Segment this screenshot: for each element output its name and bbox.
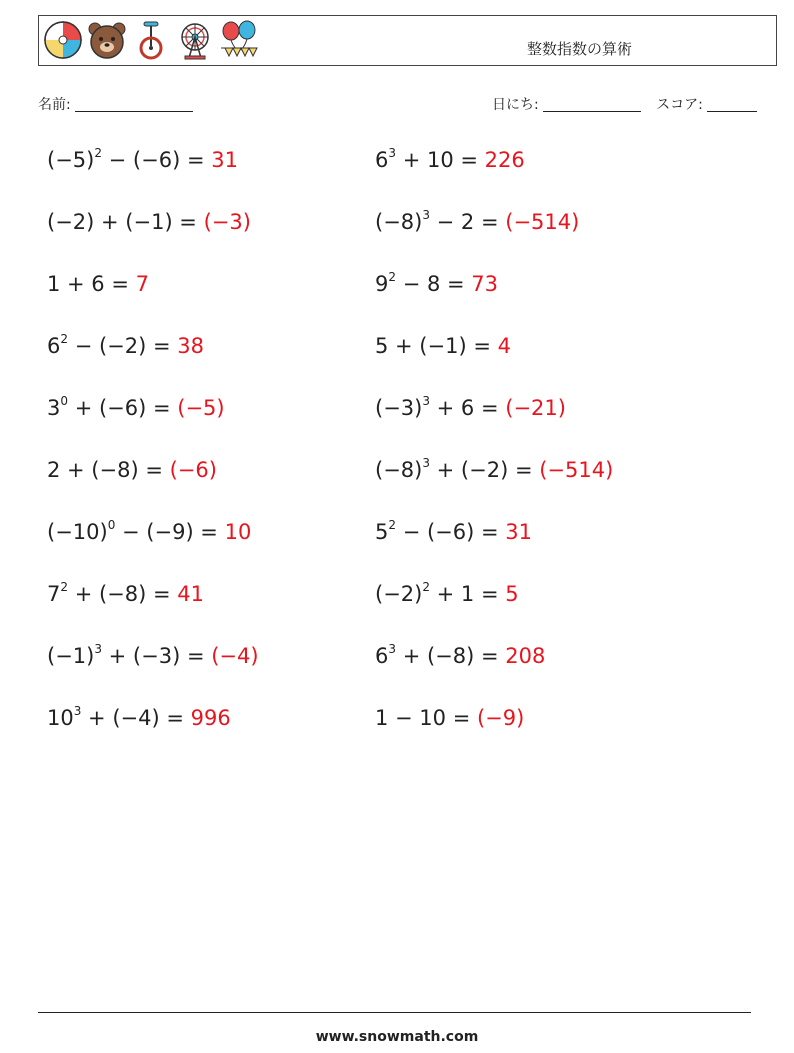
problem-base: 1 − 10 =: [375, 706, 477, 730]
problem-base: (−8): [375, 458, 423, 482]
problem-answer: 41: [177, 582, 204, 606]
date-label: 日にち:: [492, 97, 539, 113]
problem-exponent: 2: [60, 580, 69, 594]
date-score-fields: [492, 94, 757, 114]
problem-item: [47, 582, 204, 606]
problem-rest: − (−9) =: [115, 520, 225, 544]
problem-rest: + (−4) =: [81, 706, 191, 730]
problem-answer: 73: [471, 272, 499, 296]
header-box: [38, 15, 777, 66]
name-blank[interactable]: [75, 97, 193, 112]
problem-base: 9: [375, 272, 389, 296]
problem-item: [47, 458, 217, 482]
problem-item: [375, 272, 498, 296]
problem-rest: − 8 =: [396, 272, 472, 296]
problem-base: 1 + 6 =: [47, 272, 136, 296]
problem-item: [375, 396, 566, 420]
problem-exponent: 0: [60, 394, 69, 408]
ferris-wheel-icon: [175, 20, 215, 60]
problem-answer: (−6): [169, 458, 217, 482]
problem-exponent: 3: [422, 456, 430, 470]
header-icons: [43, 20, 259, 60]
beach-ball-icon: [43, 20, 83, 60]
problem-item: [375, 706, 524, 730]
problem-answer: (−21): [505, 396, 566, 420]
problem-item: [375, 582, 519, 606]
problem-item: [375, 458, 613, 482]
date-blank[interactable]: [543, 97, 641, 112]
problem-rest: + 10 =: [396, 148, 485, 172]
problem-exponent: 2: [388, 518, 397, 532]
problem-item: [375, 148, 525, 172]
problem-answer: (−514): [539, 458, 614, 482]
problem-item: [47, 396, 225, 420]
problem-rest: + (−6) =: [68, 396, 178, 420]
problem-base: (−2) + (−1) =: [47, 210, 204, 234]
problem-item: [47, 210, 251, 234]
problem-answer: (−514): [505, 210, 580, 234]
problem-exponent: 3: [388, 642, 397, 656]
unicycle-icon: [131, 20, 171, 60]
problem-answer: 996: [190, 706, 231, 730]
problem-item: [375, 210, 579, 234]
problem-answer: 10: [224, 520, 252, 544]
problem-base: (−3): [375, 396, 423, 420]
problem-item: [47, 706, 231, 730]
problem-answer: 226: [484, 148, 525, 172]
problem-answer: 5: [505, 582, 519, 606]
problem-answer: (−4): [211, 644, 259, 668]
problem-answer: (−5): [177, 396, 225, 420]
footer-url: www.snowmath.com: [315, 1029, 479, 1045]
problem-exponent: 2: [60, 332, 69, 346]
problem-exponent: 2: [94, 146, 102, 160]
problem-answer: 31: [505, 520, 532, 544]
problem-base: 7: [47, 582, 61, 606]
problem-exponent: 3: [73, 704, 82, 718]
problem-item: [47, 272, 149, 296]
problem-answer: (−9): [476, 706, 525, 730]
problem-exponent: 2: [422, 580, 430, 594]
problem-item: [375, 520, 532, 544]
problem-base: 10: [47, 706, 74, 730]
problem-base: 5: [375, 520, 389, 544]
problem-rest: + (−8) =: [396, 644, 506, 668]
problem-base: 6: [47, 334, 61, 358]
problem-base: 2 + (−8) =: [47, 458, 170, 482]
problem-item: [47, 148, 238, 172]
problem-exponent: 3: [422, 394, 430, 408]
worksheet-title: 整数指数の算術: [527, 40, 633, 58]
problem-base: (−1): [47, 644, 95, 668]
problem-answer: 31: [211, 148, 238, 172]
problem-exponent: 2: [388, 270, 397, 284]
problem-answer: 38: [177, 334, 204, 358]
score-label: スコア:: [656, 97, 703, 113]
problem-rest: + 6 =: [429, 396, 506, 420]
problem-rest: + 1 =: [429, 582, 506, 606]
problem-base: (−5): [47, 148, 95, 172]
footer-divider: [38, 1012, 751, 1013]
problem-rest: + (−2) =: [429, 458, 540, 482]
problem-base: (−10): [47, 520, 108, 544]
problem-answer: 7: [135, 272, 149, 296]
problem-base: (−2): [375, 582, 423, 606]
name-field: [38, 94, 193, 114]
bear-icon: [87, 20, 127, 60]
problem-rest: + (−8) =: [68, 582, 178, 606]
problem-exponent: 0: [107, 518, 116, 532]
problem-base: 3: [47, 396, 61, 420]
problem-rest: − (−6) =: [101, 148, 212, 172]
problem-rest: − 2 =: [429, 210, 506, 234]
balloons-icon: [219, 20, 259, 60]
problem-exponent: 3: [422, 208, 430, 222]
problem-item: [47, 334, 204, 358]
problem-item: [375, 334, 511, 358]
problem-rest: + (−3) =: [101, 644, 212, 668]
name-label: 名前:: [38, 97, 71, 113]
problem-answer: 4: [497, 334, 511, 358]
problem-exponent: 3: [388, 146, 397, 160]
problem-base: 6: [375, 148, 389, 172]
problem-exponent: 3: [94, 642, 102, 656]
problem-base: 5 + (−1) =: [375, 334, 498, 358]
problem-base: (−8): [375, 210, 423, 234]
problem-answer: (−3): [203, 210, 251, 234]
problem-item: [47, 644, 259, 668]
problem-answer: 208: [505, 644, 546, 668]
problem-item: [47, 520, 251, 544]
problem-item: [375, 644, 545, 668]
problem-base: 6: [375, 644, 389, 668]
problem-rest: − (−2) =: [68, 334, 178, 358]
problem-rest: − (−6) =: [396, 520, 506, 544]
score-blank[interactable]: [707, 97, 757, 112]
